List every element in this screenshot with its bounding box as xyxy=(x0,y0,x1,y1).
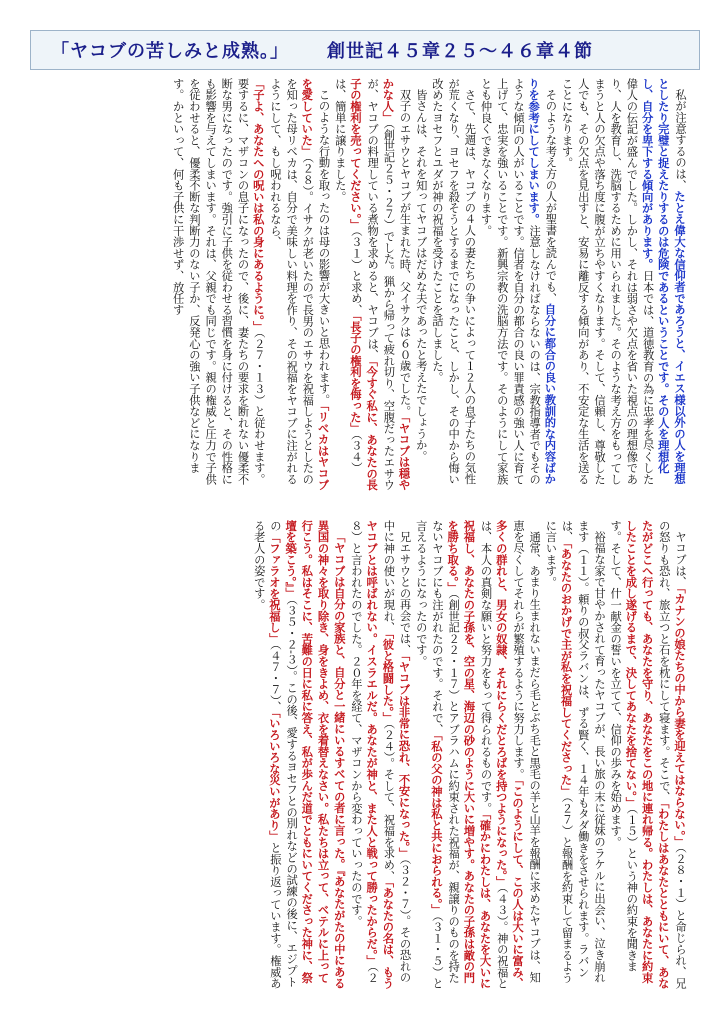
quote-red-text: 「確かにわたしは、あなたを大いに祝福し、あなたの子孫を、空の星、海辺の砂のように大いに増やす。あなたの子孫は敵の門を勝ち取る。」 xyxy=(446,520,493,989)
quote-red-text: 「リベカはヤコブを愛していた」 xyxy=(300,78,331,491)
body-text: （４３）。神の祝福とは、本人の真剣な願いと努力をもって得られるものです。 xyxy=(479,520,509,989)
paragraph xyxy=(477,78,558,492)
body-text: 皆さんは、それを知ってヤコブはだめな夫であったと考えたでしょうか。 xyxy=(414,89,428,463)
body-text: 兄エサウとの再会では、 xyxy=(398,531,412,656)
scripture-reference: 創世記４５章２５〜４６章４節 xyxy=(327,41,593,62)
paragraph xyxy=(607,520,688,990)
paragraph xyxy=(170,78,332,492)
quote-red-text: 「いろいろな災いがあり」 xyxy=(267,712,282,843)
body-text: 私が注意するのは、 xyxy=(674,89,687,191)
emphasis-blue-text: たとえ偉大な信仰者であろうと、イエス様以外の人を理想としたり完璧と捉えたりするのは危険であるということです。その人を理想化し、自分を卑下する傾向があります。 xyxy=(640,78,687,485)
body-text: （創世記２２・１７）とアブラハムに約束された祝福が、親譲りのものを持たないヤコブにも注がれたのです。それで、 xyxy=(430,520,461,984)
quote-red-text: 「子よ、あなたへの呪いは私の身にあるように。」 xyxy=(251,78,266,333)
paragraph xyxy=(348,520,413,990)
body-text: さて、先週は、ヤコブの４人の妻たちの争いによって１２人の息子たちの気性が荒くなり、ヨセフを殺そうとするまでになったこと、しかし、その中から悔い改めたヨセフとユダが神の祝福を受けたことを話しました。 xyxy=(430,78,477,485)
body-text: （４７・７）、 xyxy=(268,644,282,713)
body-text: ヤコブは、 xyxy=(674,531,687,588)
body-text: 日本では、道徳教育の為に忠孝を尽くした偉人の伝記が盛んでした。しかし、それは弱さや欠点を省いた視点の理想像であり、人を教育し、洗脳するために用いられました。そのような考え方をもってしまうと人の欠点や落ち度に腹が立ちやすくなります。そして、信頼し、尊敬した人でも、その欠点を見出すと、安易に離反する傾向があり、不安定な生活を送ることになります。 xyxy=(560,78,655,485)
body-text: （３１）と求め、 xyxy=(349,230,363,316)
body-text: 双子のエサウとヤコブが生まれた時、父イサクは６０歳でした。 xyxy=(398,89,412,417)
body-text: と振り返っています。権威ある老人の姿です。 xyxy=(252,520,282,989)
body-text: 裕福な家で甘やかされて育ったヤコブが、長い旅の末に従妹のラケルに出会い、泣き崩れます（１１）。頼りの叔父ラバンは、ずる賢く、１４年もタダ働きをさせられます。ラバンは、 xyxy=(560,520,606,984)
quote-red-text: 「カナンの娘たちの中から妻を迎えてはならない。」 xyxy=(673,587,687,848)
paragraph xyxy=(429,78,478,492)
body-text: 通常、あまり生まれないまだら毛とぶち毛と黒毛の羊と山羊を報酬に求めたヤコブは、知恵を尽くしてそれらが繁殖するように努力します。 xyxy=(511,520,542,984)
body-text: （２８）。イサクが老いたので長男のエサウを祝福しようとしたのを知った母リベカは、自分で美味しい料理を作り、その祝福をヤコブに注がれるようにして、もし呪われるなら、 xyxy=(268,78,315,485)
body-text: （２７・１３）と従わせます。要するに、マザコンの息子になったので、後に、妻たちの要求を断れない優柔不断な男になったのです。強引に子供を従わせる習慣を身に付けると、その性格にも影響を与えてしまいます。それは、父親でも同じです。親の権威と圧力で子供を従わせると、優柔不断な判断力のない子か、反発心の強い子供などになります。かといって、何も子供に干渉せず、放任す xyxy=(171,78,266,485)
body-text: そのような考え方の人が聖書を読んでも、 xyxy=(544,89,558,304)
quote-red-text: 「彼と格闘した。」 xyxy=(381,633,396,724)
paragraph xyxy=(558,78,688,492)
body-text-upper xyxy=(32,78,688,492)
quote-red-text: 「わたしはあなたとともにいて、あなたがどこへ行っても、あなたを守り、あなたをこの地に連れ帰る。わたしは、あなたに約束したことを成し遂げるまで、決してあなたを捨てない。」 xyxy=(624,520,671,989)
quote-red-text: 「このようにして、この人は大いに富み、多くの群れと、男女の奴隷、それにらくだとろばを持つようになった。」 xyxy=(494,520,525,989)
quote-red-text: 「あなたの名は、もうヤコブとは呼ばれない。イスラエルだ。あなたが神と、また人と戦って勝ったからだ。」 xyxy=(365,520,396,989)
body-text-lower xyxy=(32,520,688,990)
paragraph xyxy=(251,520,348,990)
emphasis-blue-text: 自分に都合の良い教訓的な内容ばかりを参考にしてしまいます。 xyxy=(527,78,558,485)
body-text: （１５）という神の約束を聞きます。そして、什一献金の誓いを立てて、信仰の歩みを始めます。 xyxy=(609,520,639,973)
body-text: （２７）と報酬を約束して留まるように言います。 xyxy=(544,520,574,984)
body-text: （３５・２-３）。この後、愛するヨセフとの別れなどの試練の後に、エジプトの xyxy=(268,520,299,988)
body-text: 注意しなければならないのは、宗教指導者でもそのような傾向の人がいることです。信者を自分の都合の良い罪責感の強い人に育て上げて、忠実を強いることです。新興宗教の洗脳方法です。そのようにして家族とも仲良くできなくなります。 xyxy=(479,78,542,485)
quote-red-text: 「ヤコブは非常に恐れ、不安になった。」 xyxy=(397,655,412,860)
paragraph xyxy=(332,78,413,492)
paragraph xyxy=(413,78,429,492)
paragraph xyxy=(542,520,607,990)
body-text: （２８）と言われたのでした。２０年を経て、マザコンから変わっていったのです。 xyxy=(349,520,380,984)
body-text: （創世記２５・２７）でした。猟から帰って疲れ切り、空腹だったエサウが、ヤコブの料理している煮物を求めると、ヤコブは、 xyxy=(366,78,396,491)
quote-red-text: 「今すぐ私に、あなたの長子の権利を売ってください。」 xyxy=(348,78,380,491)
quote-red-text: 「私の父の神は私と共におられる。」 xyxy=(429,734,444,916)
quote-red-text: 「ファラオを祝福し」 xyxy=(267,531,282,645)
paragraph xyxy=(413,520,543,990)
body-text: （３１・５）と言えるようになったのです。 xyxy=(414,520,444,989)
quote-red-text: 「あなたのおかげで主が私を祝福してくださった」 xyxy=(559,542,574,797)
quote-red-text: 「長子の権利を侮った」 xyxy=(348,315,363,434)
sermon-title: 「ヤコブの苦しみと成熟。」 xyxy=(51,41,289,62)
page-header xyxy=(30,30,700,70)
quote-red-text: 「ヤコブは穏やかな人」 xyxy=(381,78,412,491)
body-text: （３２・７）。その恐れの中に神の使いが現れ、 xyxy=(382,520,412,984)
body-text: （２４）。そして、祝福を求め、 xyxy=(382,723,396,882)
body-text: （２８・１）と命じられ、兄の怒りも恐れ、旅立つと石を枕にして寝ます。そこで、 xyxy=(657,520,687,989)
body-text: （３４）は、簡単に譲りました。 xyxy=(333,78,363,474)
body-text: このような行動を取ったのは母の影響が大きいと思われます。 xyxy=(317,89,331,406)
quote-red-text: 「ヤコブは自分の家族と、自分と一緒にいるすべての者に言った。『あなたがたの中にある異国の神々を取り除き、身をきよめ、衣を着替えなさい。私たちは立って、ベテルに上って行こう。私はそこに、苦難の日に私に答え、私が歩んだ道でともにいてくださった神に、祭壇を築こう。』」 xyxy=(284,520,347,989)
